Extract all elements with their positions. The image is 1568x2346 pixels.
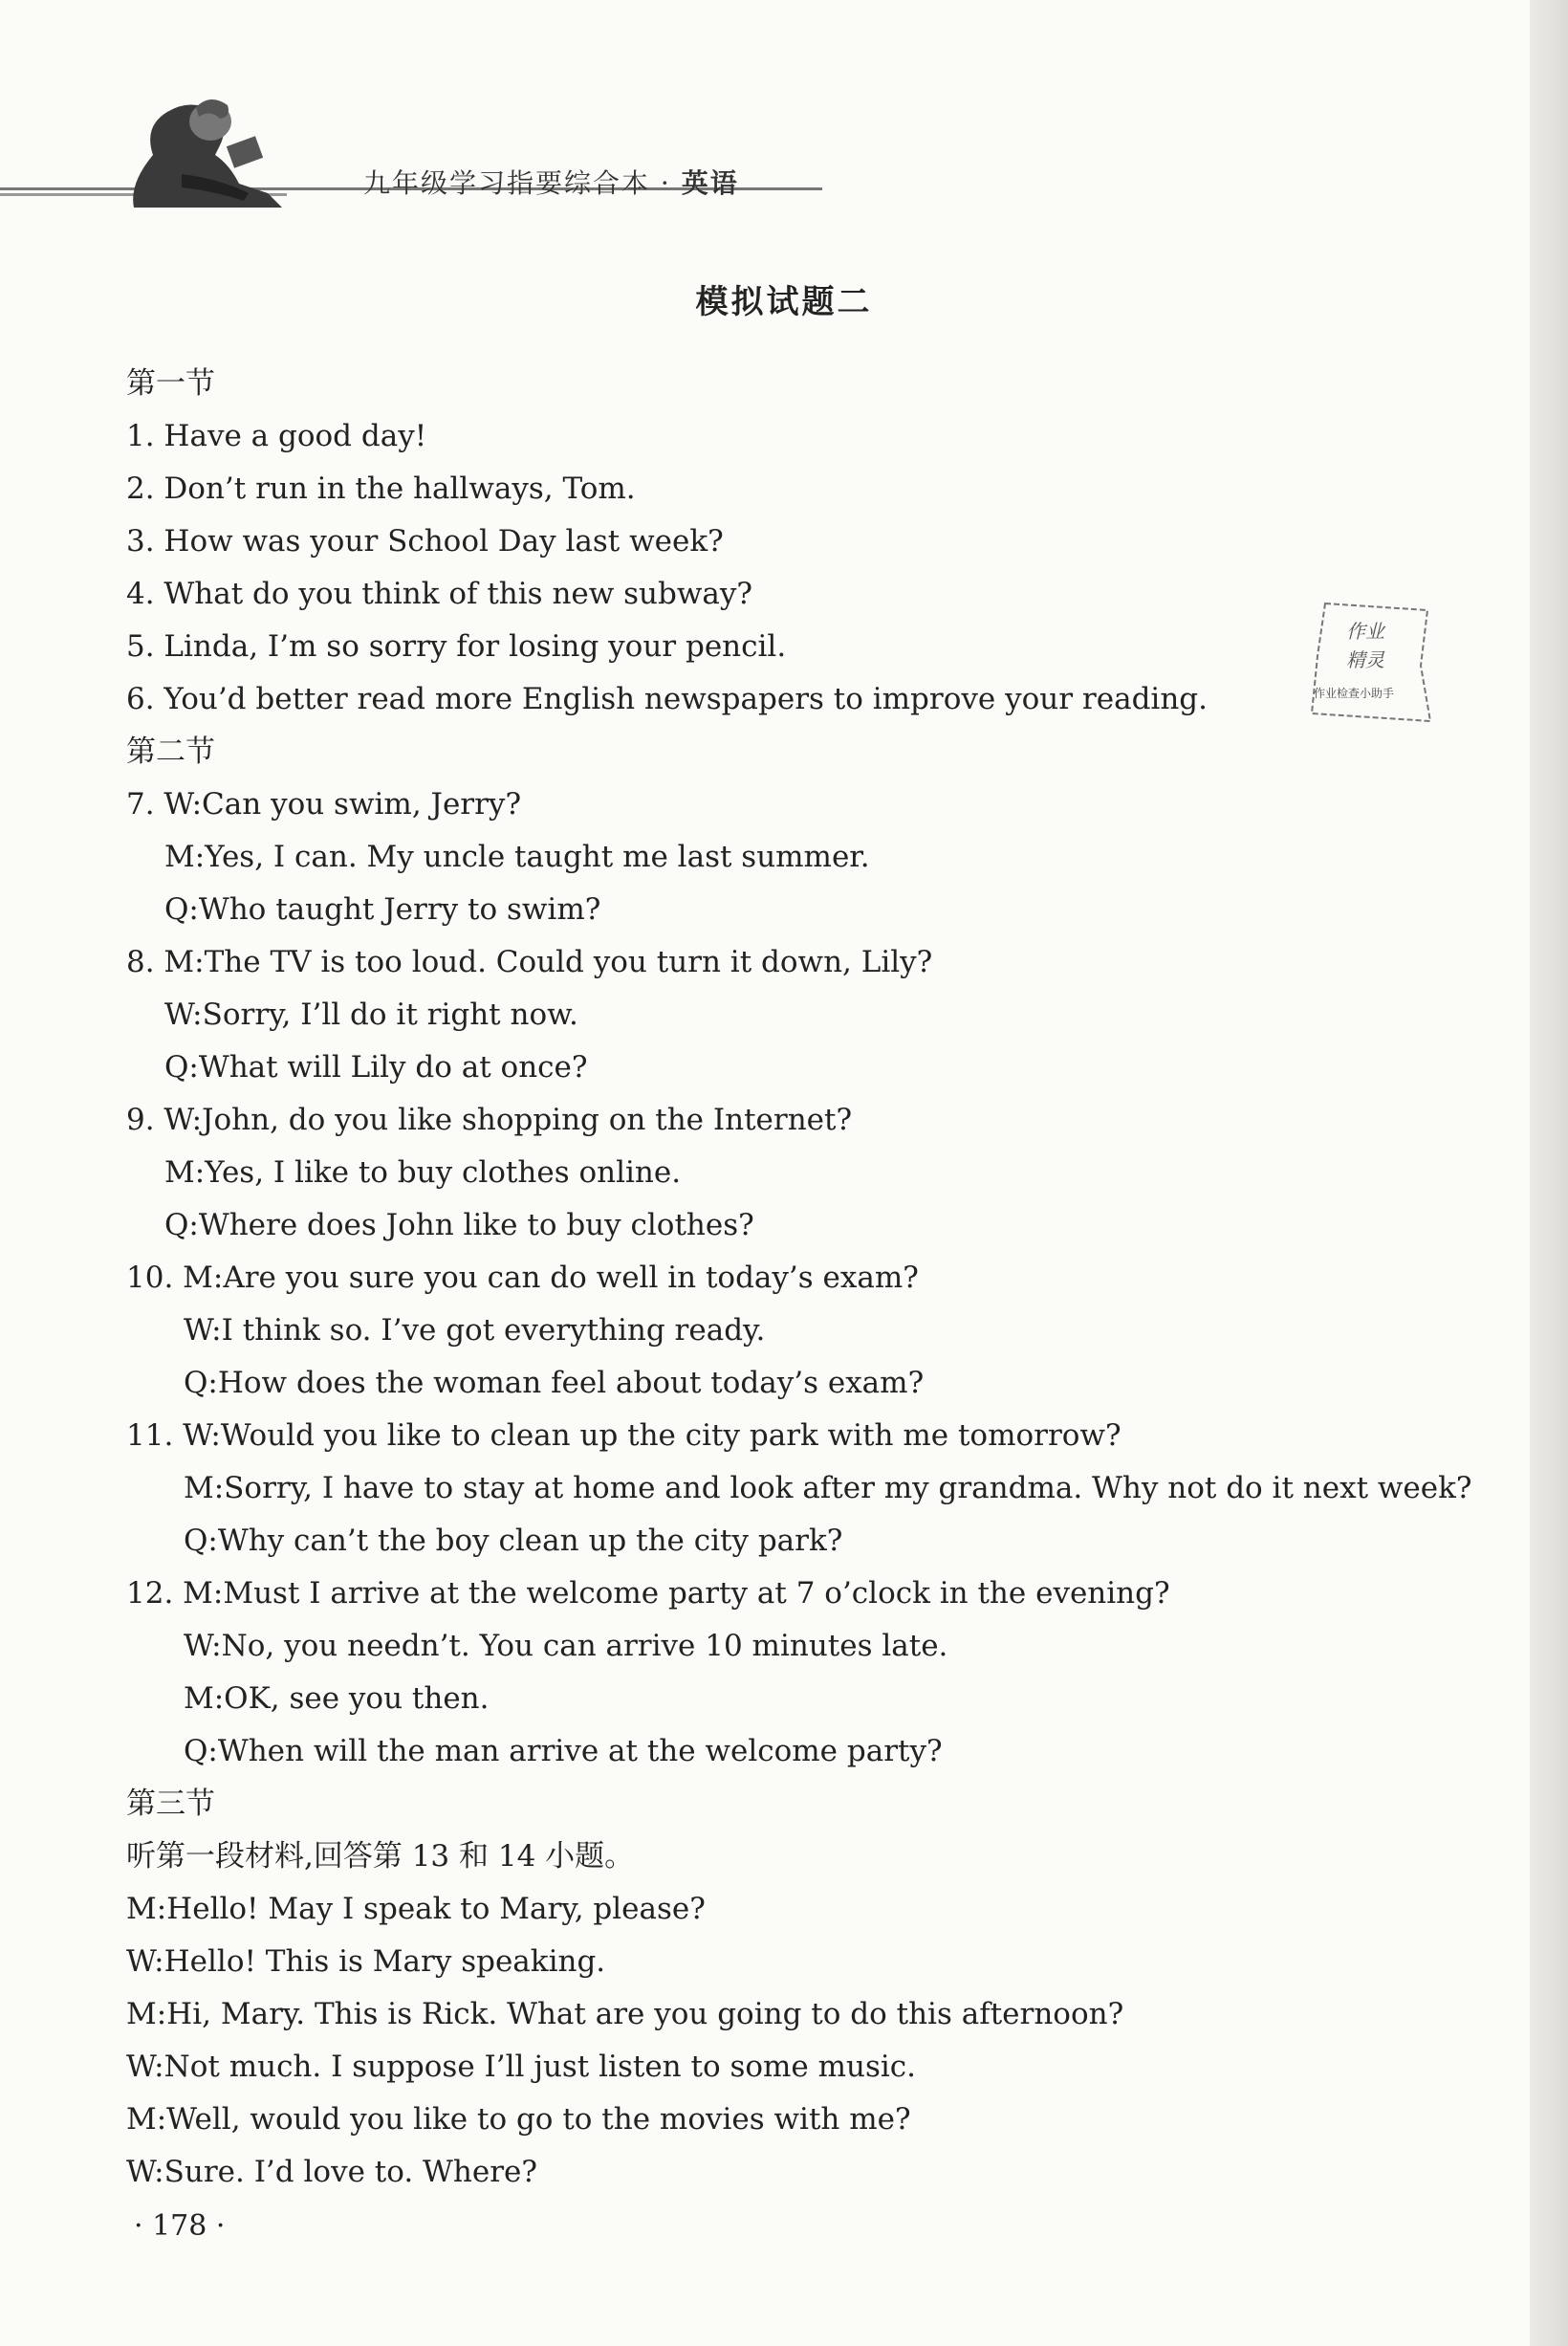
transcript-body xyxy=(126,358,1484,2199)
text-line: 听第一段材料,回答第 13 和 14 小题。 xyxy=(126,1839,635,1874)
text-line: 第一节 xyxy=(126,366,215,401)
text-line: M:Well, would you like to go to the movies with me? xyxy=(126,2102,911,2137)
header-series: 九年级学习指要综合本 · xyxy=(363,167,682,199)
text-line: 12. M:Must I arrive at the welcome party at 7 o’clock in the evening? xyxy=(126,1576,1170,1611)
text-line: 第二节 xyxy=(126,734,215,769)
text-line: 4. What do you think of this new subway? xyxy=(126,577,753,611)
header-subject: 英语 xyxy=(681,167,739,199)
text-line: 7. W:Can you swim, Jerry? xyxy=(126,787,522,822)
text-line: Q:When will the man arrive at the welcome party? xyxy=(184,1734,943,1768)
text-line: 6. You’d better read more English newspapers to improve your reading. xyxy=(126,682,1208,716)
text-line: 10. M:Are you sure you can do well in today’s exam? xyxy=(126,1261,919,1295)
text-line: M:Hi, Mary. This is Rick. What are you going to do this afternoon? xyxy=(126,1997,1124,2031)
text-line: M:OK, see you then. xyxy=(184,1681,490,1716)
stamp-line-2: 精灵 xyxy=(1346,648,1384,671)
text-line: M:Hello! May I speak to Mary, please? xyxy=(126,1892,706,1926)
text-line: W:Sorry, I’ll do it right now. xyxy=(164,998,578,1032)
text-line: Q:Who taught Jerry to swim? xyxy=(164,892,601,927)
page-edge xyxy=(1530,0,1568,2346)
text-line: W:Sure. I’d love to. Where? xyxy=(126,2155,538,2189)
text-line: M:Sorry, I have to stay at home and look after my grandma. Why not do it next week? xyxy=(184,1471,1472,1505)
text-line: Q:Why can’t the boy clean up the city park? xyxy=(184,1524,843,1558)
stamp-line-1: 作业 xyxy=(1346,620,1384,643)
text-line: 1. Have a good day! xyxy=(126,419,427,453)
text-line: W:No, you needn’t. You can arrive 10 minutes late. xyxy=(184,1629,948,1663)
text-line: Q:Where does John like to buy clothes? xyxy=(164,1208,754,1242)
text-line: 9. W:John, do you like shopping on the Internet? xyxy=(126,1103,853,1137)
text-line: 2. Don’t run in the hallways, Tom. xyxy=(126,471,636,506)
text-line: W:Not much. I suppose I’ll just listen to some music. xyxy=(126,2050,917,2084)
text-line: W:I think so. I’ve got everything ready. xyxy=(184,1313,766,1348)
text-line: 11. W:Would you like to clean up the city park with me tomorrow? xyxy=(126,1418,1122,1453)
text-line: Q:What will Lily do at once? xyxy=(164,1050,588,1085)
text-line: Q:How does the woman feel about today’s exam? xyxy=(184,1366,925,1400)
reading-figure-illustration xyxy=(124,88,287,212)
text-line: 5. Linda, I’m so sorry for losing your pencil. xyxy=(126,629,787,664)
text-line: M:Yes, I can. My uncle taught me last summer. xyxy=(164,840,870,874)
header-title xyxy=(363,163,739,201)
text-line: 第三节 xyxy=(126,1787,215,1821)
text-line: 8. M:The TV is too loud. Could you turn it down, Lily? xyxy=(126,945,933,979)
page-number: · 178 · xyxy=(134,2209,226,2243)
text-line: M:Yes, I like to buy clothes online. xyxy=(164,1155,682,1190)
text-line: 3. How was your School Day last week? xyxy=(126,524,724,559)
stamp-line-3: 作业检查小助手 xyxy=(1314,687,1395,700)
text-line: W:Hello! This is Mary speaking. xyxy=(126,1944,606,1979)
page-title: 模拟试题二 xyxy=(695,283,873,321)
